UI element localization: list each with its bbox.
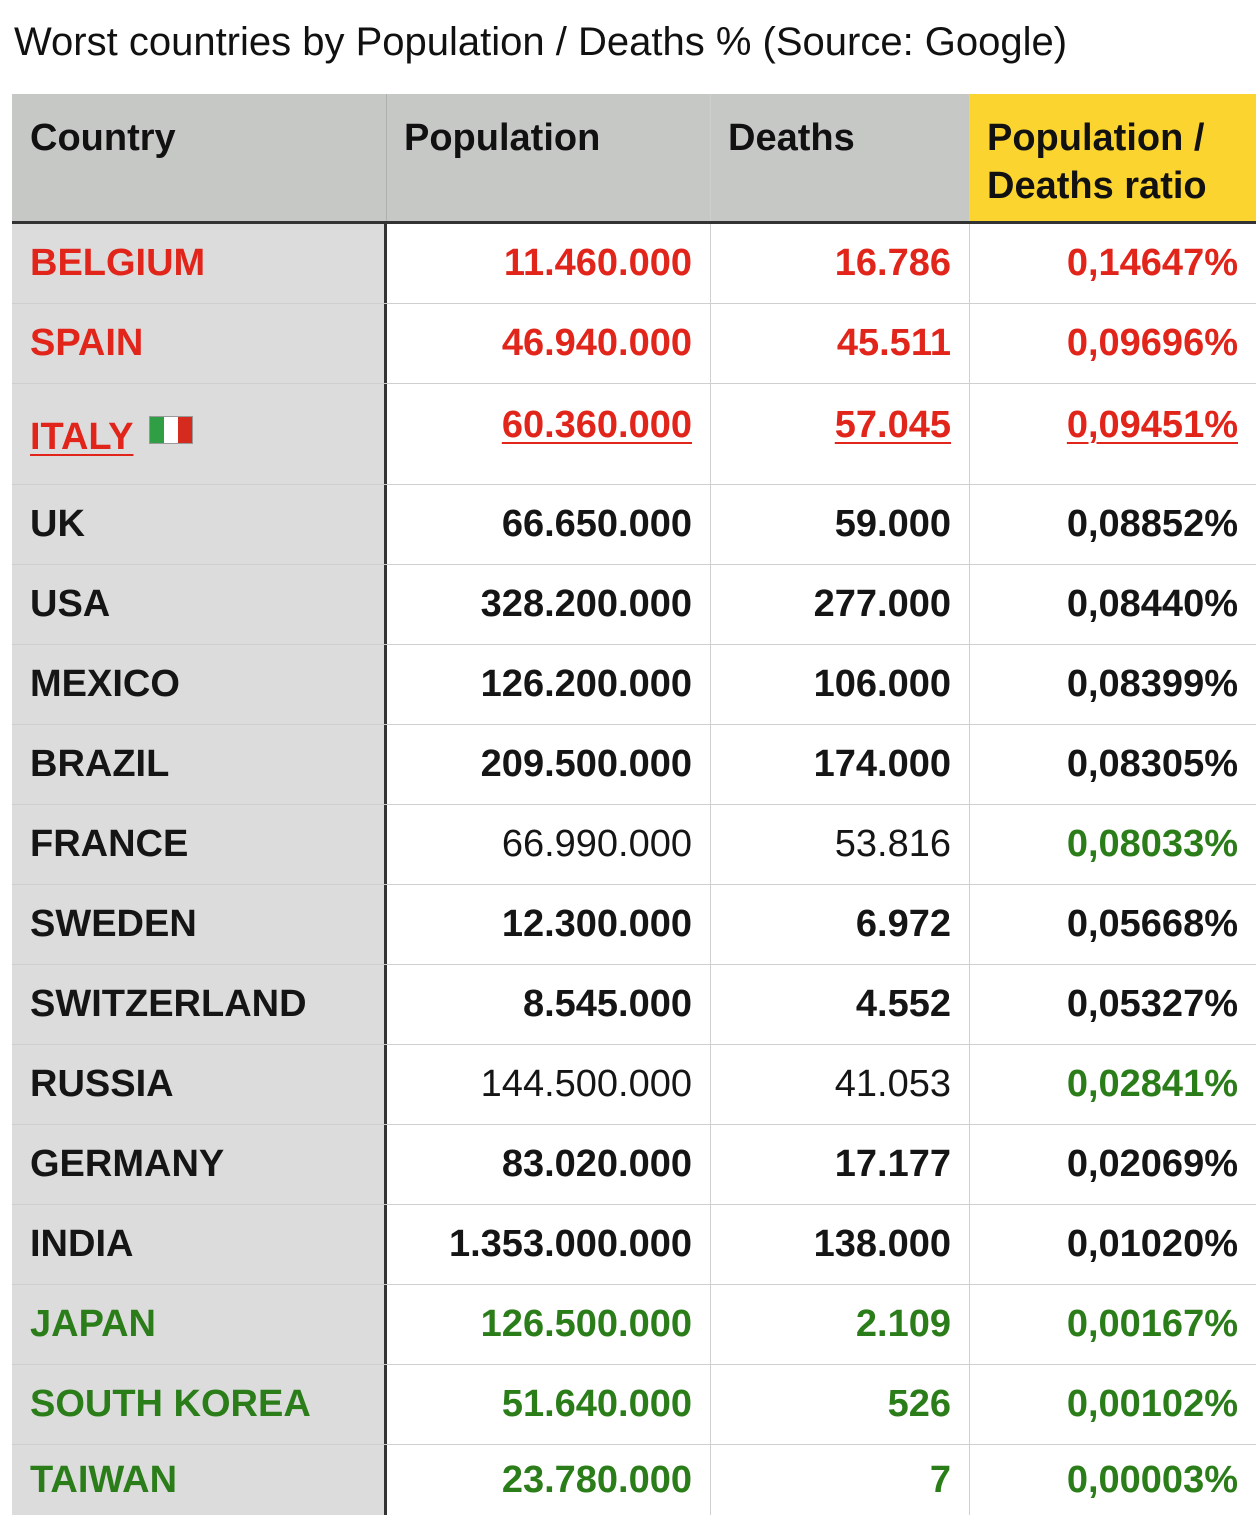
ratio-cell: 0,08399% bbox=[1066, 663, 1238, 705]
data-table bbox=[12, 94, 1256, 1515]
table-row bbox=[12, 885, 1256, 965]
country-cell: BELGIUM bbox=[12, 224, 387, 303]
country-cell: UK bbox=[12, 485, 387, 564]
table-row bbox=[12, 304, 1256, 384]
country-cell: FRANCE bbox=[12, 805, 387, 884]
italy-flag-icon bbox=[149, 416, 193, 444]
population-cell: 1.353.000.000 bbox=[387, 1205, 711, 1284]
population-cell: 328.200.000 bbox=[387, 565, 711, 644]
population-cell: 66.650.000 bbox=[387, 485, 711, 564]
table-row bbox=[12, 384, 1256, 485]
ratio-cell: 0,09696% bbox=[1066, 322, 1238, 364]
population-cell: 126.500.000 bbox=[387, 1285, 711, 1364]
population-cell: 11.460.000 bbox=[387, 224, 711, 303]
population-cell: 8.545.000 bbox=[387, 965, 711, 1044]
table-row bbox=[12, 1205, 1256, 1285]
country-cell: INDIA bbox=[12, 1205, 387, 1284]
deaths-cell: 106.000 bbox=[711, 645, 970, 724]
table-header-row bbox=[12, 94, 1256, 224]
deaths-cell: 6.972 bbox=[711, 885, 970, 964]
population-link[interactable]: 60.360.000 bbox=[501, 404, 692, 446]
population-cell: 83.020.000 bbox=[387, 1125, 711, 1204]
table-row bbox=[12, 1125, 1256, 1205]
ratio-cell: 0,00003% bbox=[1066, 1458, 1238, 1501]
population-cell: 144.500.000 bbox=[387, 1045, 711, 1124]
table-row bbox=[12, 1365, 1256, 1445]
deaths-cell: 53.816 bbox=[711, 805, 970, 884]
table-row bbox=[12, 965, 1256, 1045]
deaths-cell: 138.000 bbox=[711, 1205, 970, 1284]
table-row bbox=[12, 805, 1256, 885]
page-title: Worst countries by Population / Deaths % (Source: Google) bbox=[14, 20, 1068, 64]
country-cell: USA bbox=[12, 565, 387, 644]
population-cell: 23.780.000 bbox=[387, 1445, 711, 1515]
deaths-cell: 174.000 bbox=[711, 725, 970, 804]
country-cell: GERMANY bbox=[12, 1125, 387, 1204]
deaths-cell: 17.177 bbox=[711, 1125, 970, 1204]
country-cell: RUSSIA bbox=[12, 1045, 387, 1124]
ratio-cell: 0,08033% bbox=[1066, 823, 1238, 865]
header-deaths: Deaths bbox=[711, 94, 970, 221]
ratio-cell: 0,00102% bbox=[1066, 1383, 1238, 1425]
deaths-cell: 2.109 bbox=[711, 1285, 970, 1364]
country-cell bbox=[12, 384, 387, 484]
header-ratio: Population / Deaths ratio bbox=[970, 94, 1256, 221]
table-row bbox=[12, 725, 1256, 805]
ratio-cell: 0,02069% bbox=[1066, 1143, 1238, 1185]
deaths-cell: 59.000 bbox=[711, 485, 970, 564]
ratio-cell: 0,05668% bbox=[1066, 903, 1238, 945]
deaths-cell: 7 bbox=[711, 1445, 970, 1515]
country-link[interactable]: ITALY bbox=[30, 416, 134, 458]
ratio-cell: 0,05327% bbox=[1066, 983, 1238, 1025]
table-row bbox=[12, 1445, 1256, 1515]
country-cell: SOUTH KOREA bbox=[12, 1365, 387, 1444]
country-cell: JAPAN bbox=[12, 1285, 387, 1364]
country-cell: SWEDEN bbox=[12, 885, 387, 964]
header-population: Population bbox=[387, 94, 711, 221]
deaths-cell: 16.786 bbox=[711, 224, 970, 303]
population-cell: 66.990.000 bbox=[387, 805, 711, 884]
country-cell: TAIWAN bbox=[12, 1445, 387, 1515]
country-cell: MEXICO bbox=[12, 645, 387, 724]
table-row bbox=[12, 224, 1256, 304]
table-row bbox=[12, 645, 1256, 725]
ratio-cell: 0,08440% bbox=[1066, 583, 1238, 625]
country-cell: SWITZERLAND bbox=[12, 965, 387, 1044]
deaths-cell: 526 bbox=[711, 1365, 970, 1444]
deaths-link[interactable]: 57.045 bbox=[834, 404, 951, 446]
table-row bbox=[12, 565, 1256, 645]
ratio-cell: 0,02841% bbox=[1066, 1063, 1238, 1105]
ratio-cell: 0,01020% bbox=[1066, 1223, 1238, 1265]
deaths-cell: 41.053 bbox=[711, 1045, 970, 1124]
country-cell: BRAZIL bbox=[12, 725, 387, 804]
ratio-cell: 0,08852% bbox=[1066, 503, 1238, 545]
ratio-cell bbox=[970, 384, 1256, 484]
table-row bbox=[12, 1285, 1256, 1365]
population-cell: 126.200.000 bbox=[387, 645, 711, 724]
deaths-cell bbox=[711, 384, 970, 484]
deaths-cell: 4.552 bbox=[711, 965, 970, 1044]
ratio-cell: 0,08305% bbox=[1066, 743, 1238, 785]
table-row bbox=[12, 485, 1256, 565]
population-cell: 46.940.000 bbox=[387, 304, 711, 383]
deaths-cell: 45.511 bbox=[711, 304, 970, 383]
country-cell: SPAIN bbox=[12, 304, 387, 383]
population-cell: 209.500.000 bbox=[387, 725, 711, 804]
population-cell: 12.300.000 bbox=[387, 885, 711, 964]
deaths-cell: 277.000 bbox=[711, 565, 970, 644]
table-row bbox=[12, 1045, 1256, 1125]
ratio-cell: 0,00167% bbox=[1066, 1303, 1238, 1345]
population-cell: 51.640.000 bbox=[387, 1365, 711, 1444]
header-country: Country bbox=[12, 94, 387, 221]
ratio-cell: 0,14647% bbox=[1066, 242, 1238, 284]
ratio-link[interactable]: 0,09451% bbox=[1066, 404, 1238, 446]
population-cell bbox=[387, 384, 711, 484]
